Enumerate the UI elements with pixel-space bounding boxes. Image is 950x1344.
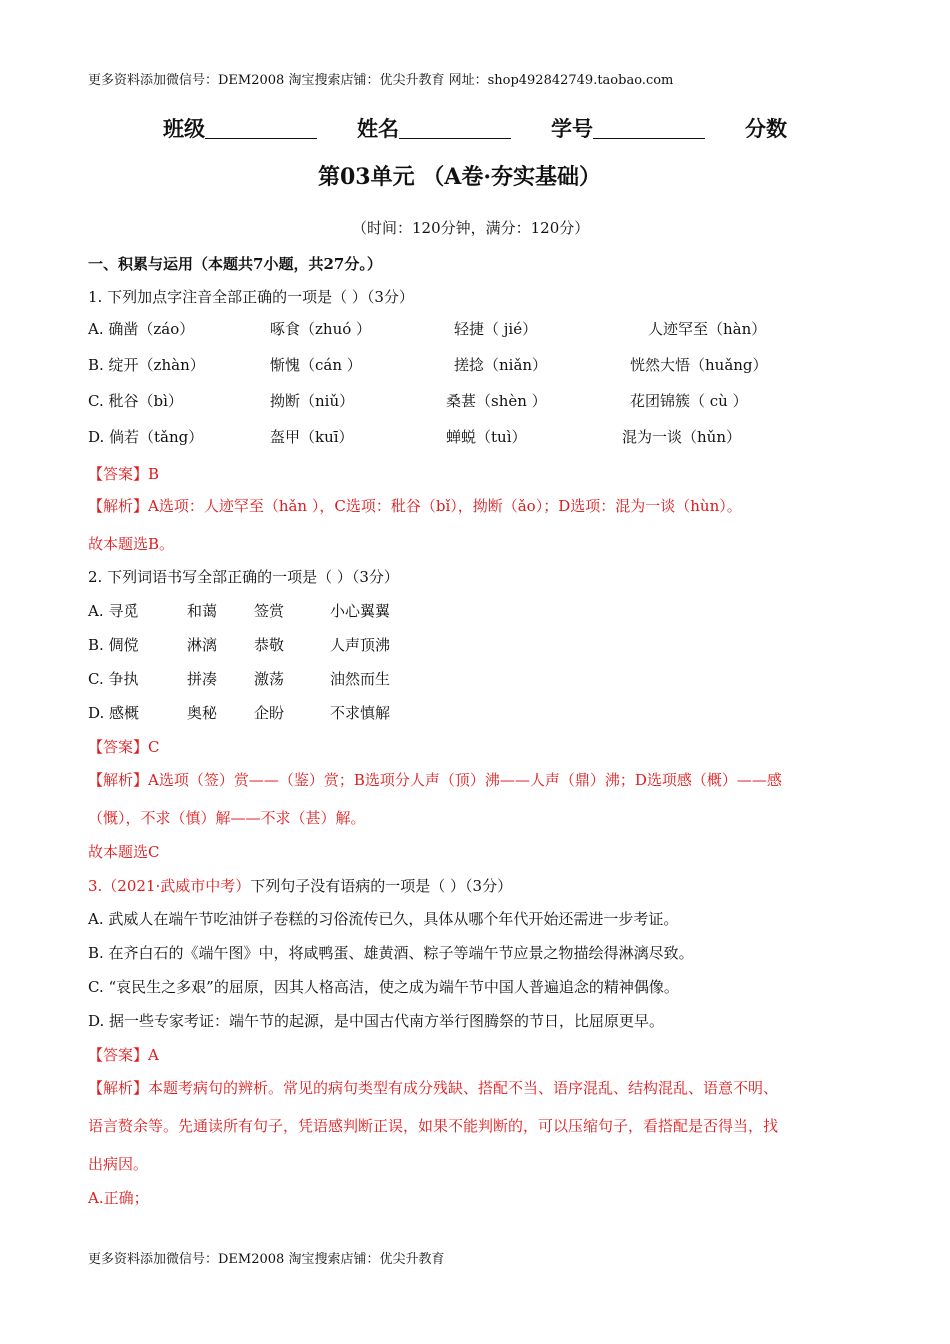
q2-analysis-1: 【解析】A选项（签）赏——（鉴）赏；B选项分人声（顶）沸——人声（鼎）沸；D选项感（概）——感 xyxy=(88,771,782,789)
q1-a4: 人迹罕至（hàn） xyxy=(648,320,767,338)
q1-b2: 惭愧（cán ） xyxy=(270,356,362,374)
q3-analysis-2: 语言赘余等。先通读所有句子，凭语感判断正误，如果不能判断的，可以压缩句子，看搭配是否得当，找 xyxy=(88,1117,779,1135)
q1-b4: 恍然大悟（huǎng） xyxy=(630,356,768,374)
q3-analysis-1: 【解析】本题考病句的辨析。常见的病句类型有成分残缺、搭配不当、语序混乱、结构混乱、语意不明、 xyxy=(88,1079,779,1097)
q1-d2: 盔甲（kuī） xyxy=(270,428,354,446)
q2-answer: 【答案】C xyxy=(88,738,160,756)
q2-d4: 不求慎解 xyxy=(330,704,391,722)
q2-b1: B. 倜傥 xyxy=(88,636,139,654)
q2-d2: 奥秘 xyxy=(187,704,218,722)
section-heading: 一、积累与运用（本题共7小题，共27分。） xyxy=(88,255,382,273)
q3-source: 3.（2021·武威市中考） xyxy=(88,877,251,895)
q2-d1: D. 感概 xyxy=(88,704,140,722)
student-fields xyxy=(163,113,787,143)
q3-option-a: A. 武威人在端午节吃油饼子卷糕的习俗流传已久，具体从哪个年代开始还需进一步考证。 xyxy=(88,910,679,928)
q3-option-b: B. 在齐白石的《端午图》中，将咸鸭蛋、雄黄酒、粽子等端午节应景之物描绘得淋漓尽致。 xyxy=(88,944,694,962)
q2-a4: 小心翼翼 xyxy=(330,602,391,620)
q3-answer: 【答案】A xyxy=(88,1046,159,1064)
q2-c1: C. 争执 xyxy=(88,670,139,688)
q2-c3: 激荡 xyxy=(254,670,285,688)
q2-c4: 油然而生 xyxy=(330,670,391,688)
name-label: 姓名 xyxy=(357,116,399,141)
q1-a1: A. 确凿（záo） xyxy=(88,320,195,338)
q3-option-d: D. 据一些专家考证：端午节的起源，是中国古代南方举行图腾祭的节日，比屈原更早。 xyxy=(88,1012,665,1030)
q1-c2: 拗断（niǔ） xyxy=(270,392,355,410)
q1-b1: B. 绽开（zhàn） xyxy=(88,356,205,374)
page-subtitle: （时间：120分钟，满分：120分） xyxy=(352,219,590,237)
name-blank[interactable] xyxy=(399,118,511,139)
page-title: 第03单元 （A卷·夯实基础） xyxy=(318,164,602,190)
q2-b3: 恭敬 xyxy=(254,636,285,654)
q3-a-correct: A.正确； xyxy=(88,1189,149,1207)
q3-stem-line xyxy=(88,875,512,896)
q2-b4: 人声顶沸 xyxy=(330,636,391,654)
q2-analysis-2: （慨），不求（慎）解——不求（甚）解。 xyxy=(88,809,366,827)
q3-option-c: C. “哀民生之多艰”的屈原，因其人格高洁，使之成为端午节中国人普遍追念的精神偶像。 xyxy=(88,978,679,996)
q2-b2: 淋漓 xyxy=(187,636,218,654)
class-blank[interactable] xyxy=(205,118,317,139)
q1-c1: C. 秕谷（bì） xyxy=(88,392,183,410)
q2-stem: 2. 下列词语书写全部正确的一项是（ ）（3分） xyxy=(88,568,399,586)
q1-a2: 啄食（zhuó ） xyxy=(270,320,372,338)
q2-conclusion: 故本题选C xyxy=(88,843,160,861)
q1-d1: D. 倘若（tǎng） xyxy=(88,428,204,446)
q1-d4: 混为一谈（hǔn） xyxy=(622,428,741,446)
q1-answer: 【答案】B xyxy=(88,465,160,483)
class-label: 班级 xyxy=(163,116,205,141)
q2-a3: 签赏 xyxy=(254,602,285,620)
q2-a1: A. 寻觅 xyxy=(88,602,139,620)
q1-stem: 1. 下列加点字注音全部正确的一项是（ ）（3分） xyxy=(88,288,414,306)
page-footer: 更多资料添加微信号：DEM2008 淘宝搜索店铺：优尖升教育 xyxy=(88,1252,445,1267)
q2-c2: 拼凑 xyxy=(187,670,218,688)
q1-b3: 搓捻（niǎn） xyxy=(454,356,548,374)
q3-analysis-3: 出病因。 xyxy=(88,1155,149,1173)
score-label: 分数 xyxy=(745,116,787,141)
q1-a3: 轻捷（ jié） xyxy=(454,320,538,338)
q2-a2: 和蔼 xyxy=(187,602,218,620)
q1-conclusion: 故本题选B。 xyxy=(88,535,175,553)
page-header: 更多资料添加微信号：DEM2008 淘宝搜索店铺：优尖升教育 网址：shop492842749.taobao.com xyxy=(88,73,674,88)
q1-c4: 花团锦簇（ cù ） xyxy=(630,392,748,410)
q3-stem: 下列句子没有语病的一项是（ ）（3分） xyxy=(250,877,513,895)
q1-analysis: 【解析】A选项：人迹罕至（hǎn ），C选项：秕谷（bǐ），拗断（ǎo）；D选项：混为一谈（hùn）。 xyxy=(88,497,742,515)
q2-d3: 企盼 xyxy=(254,704,285,722)
q1-d3: 蝉蜕（tuì） xyxy=(446,428,527,446)
id-blank[interactable] xyxy=(593,118,705,139)
id-label: 学号 xyxy=(551,116,593,141)
q1-c3: 桑葚（shèn ） xyxy=(446,392,547,410)
